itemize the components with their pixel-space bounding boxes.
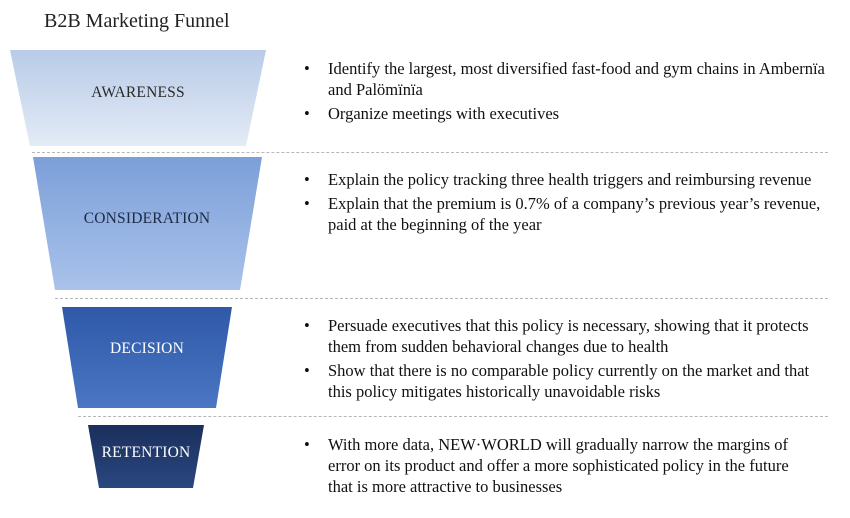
bullet-icon: •	[304, 435, 310, 454]
bullet-list-retention	[300, 434, 800, 500]
bullet-item: • Show that there is no comparable policy currently on the market and that this policy mitigates historically unavoidable risks	[304, 361, 810, 401]
stage-label-retention: RETENTION	[101, 444, 191, 461]
bullet-icon: •	[304, 170, 310, 189]
bullet-icon: •	[304, 316, 310, 335]
bullet-item: • With more data, NEW·WORLD will gradually narrow the margins of error on its product and offer a more sophisticated policy in the future that is more attractive to businesses	[304, 435, 789, 496]
bullet-list-decision	[300, 315, 835, 405]
bullet-item: • Explain the policy tracking three health triggers and reimbursing revenue	[304, 170, 812, 189]
bullet-icon: •	[304, 59, 310, 78]
bullet-item: • Organize meetings with executives	[304, 104, 560, 123]
divider-1	[32, 152, 828, 153]
divider-3	[78, 416, 828, 417]
stage-label-decision: DECISION	[110, 340, 184, 357]
bullet-icon: •	[304, 361, 310, 380]
bullet-list-consideration	[300, 169, 830, 238]
bullet-icon: •	[304, 194, 310, 213]
divider-2	[55, 298, 828, 299]
page-title: B2B Marketing Funnel	[44, 10, 230, 32]
bullet-item: • Persuade executives that this policy is necessary, showing that it protects them from sudden behavioral changes due to health	[304, 316, 809, 356]
bullet-item: • Explain that the premium is 0.7% of a company’s previous year’s revenue, paid at the beginning of the year	[304, 194, 821, 234]
bullet-icon: •	[304, 104, 310, 123]
bullet-item: • Identify the largest, most diversified fast-food and gym chains in Ambernïa and Palömïnïa	[304, 59, 825, 99]
stage-label-consideration: CONSIDERATION	[83, 210, 211, 227]
bullet-list-awareness	[300, 58, 830, 127]
stage-label-awareness: AWARENESS	[91, 84, 185, 101]
